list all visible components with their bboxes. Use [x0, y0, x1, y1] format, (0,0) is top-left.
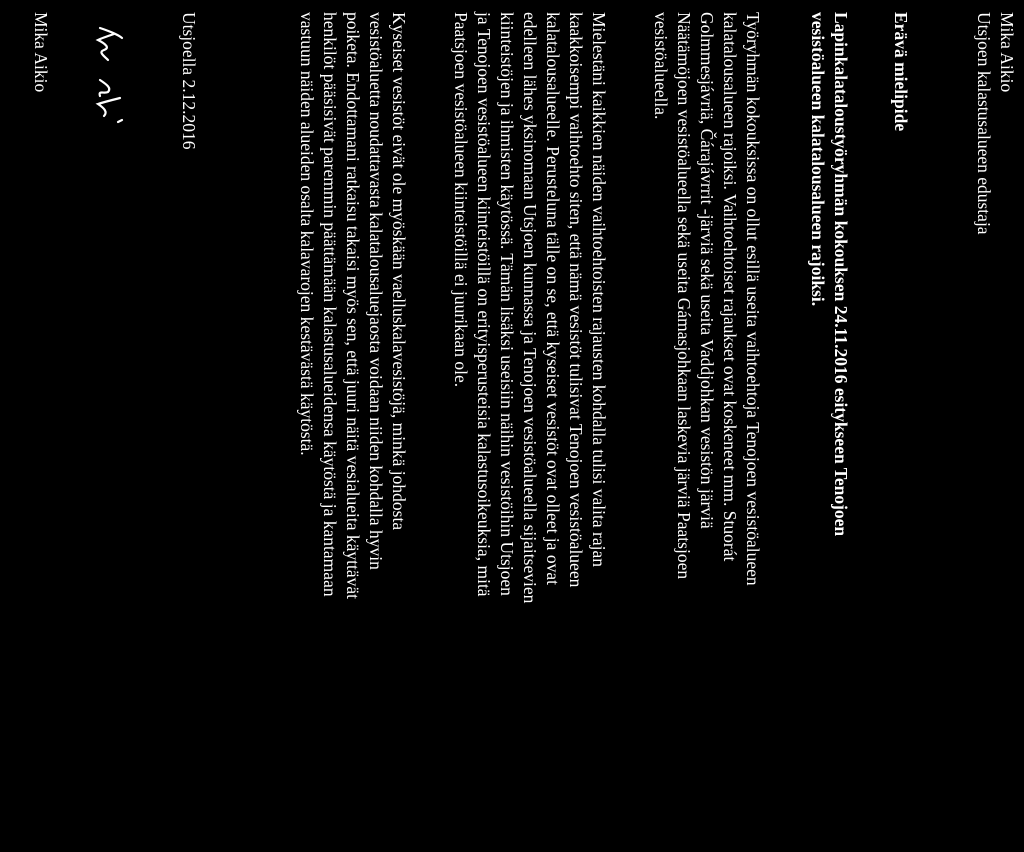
author-role: Utsjoen kalastusalueen edustaja: [974, 12, 994, 235]
paragraph-line: ja Tenojoen vesistöalueen kiinteistöillä on erityisperusteisia kalastusoikeuksia, mitä: [474, 12, 494, 597]
signature-name: Mika Aikio: [31, 12, 51, 93]
paragraph-line: kaakkoisempi vaihtoehto siten, että nämä vesistöt tulisivat Tenojoen vesistöalueen: [566, 12, 586, 588]
author-header: [972, 12, 1018, 852]
paragraph-line: vesistöaluetta noudattavasta kalatalousaluejaosta voidaan niiden kohdalla hyvin: [366, 12, 386, 570]
paragraph-line: Mielestäni kaikkien näiden vaihtoehtoisten rajausten kohdalla tulisi valita rajan: [589, 12, 609, 567]
paragraph-line: Näätämöjoen vesistöalueella sekä useita Gámasjohkaan laskevia järviä Paatsjoen: [674, 12, 694, 580]
paragraph-line: Golmmesjávriä, Čárajávrrit -järviä sekä useita Vaddjohkan vesistön järviä: [697, 12, 717, 529]
paragraph-2: [449, 12, 610, 852]
paragraph-line: edelleen lähes yksinomaan Utsjoen kunnassa ja Tenojoen vesistöalueella sijaitsevien: [520, 12, 540, 604]
document-subtitle: [806, 12, 852, 852]
paragraph-line: Työryhmän kokouksissa on ollut esillä useita vaihtoehtoja Tenojoen vesistöalueen: [743, 12, 763, 586]
paragraph-3: [295, 12, 410, 852]
handwritten-signature: [84, 22, 134, 182]
subtitle-line: Lapinkalataloustyöryhmän kokouksen 24.11.2016 esitykseen Tenojoen: [831, 12, 851, 537]
paragraph-line: henkilöt pääsisivät paremmin päättämään kalastusalueidensa käytöstä ja kantamaan: [320, 12, 340, 597]
paragraph-1: [649, 12, 764, 852]
paragraph-line: kalatalousalueelle. Perusteluna tälle on se, että kyseiset vesistöt ovat olleet ja ovat: [543, 12, 563, 585]
paragraph-line: poiketa. Endottamani ratkaisu takaisi myös sen, että juuri näitä vesialueita käyttävät: [343, 12, 363, 600]
document-title: Erävä mielipide: [891, 12, 911, 132]
date-line: Utsjoella 2.12.2016: [179, 12, 199, 150]
paragraph-line: kiinteistöjen ja ihmisten käytössä. Tämän lisäksi useisiin näihin vesistöihin Utsjoen: [497, 12, 517, 596]
author-name: Mika Aikio: [997, 12, 1017, 93]
paragraph-line: Kyseiset vesistöt eivät ole myöskään vaelluskalavesistöjä, minkä johdosta: [389, 12, 409, 531]
paragraph-line: Paatsjoen vesistöalueen kiinteistöillä ei juurikaan ole.: [451, 12, 471, 388]
subtitle-line: vesistöalueen kalatalousalueen rajoiksi.: [808, 12, 828, 307]
paragraph-line: kalatalousalueen rajoiksi. Vaihtoehtoiset rajaukset ovat koskeneet mm. Stuorát: [720, 12, 740, 562]
paragraph-line: vastuun näiden alueiden osalta kalavarojen kestävästä käytöstä.: [297, 12, 317, 456]
paragraph-line: vesistöalueella.: [651, 12, 671, 120]
